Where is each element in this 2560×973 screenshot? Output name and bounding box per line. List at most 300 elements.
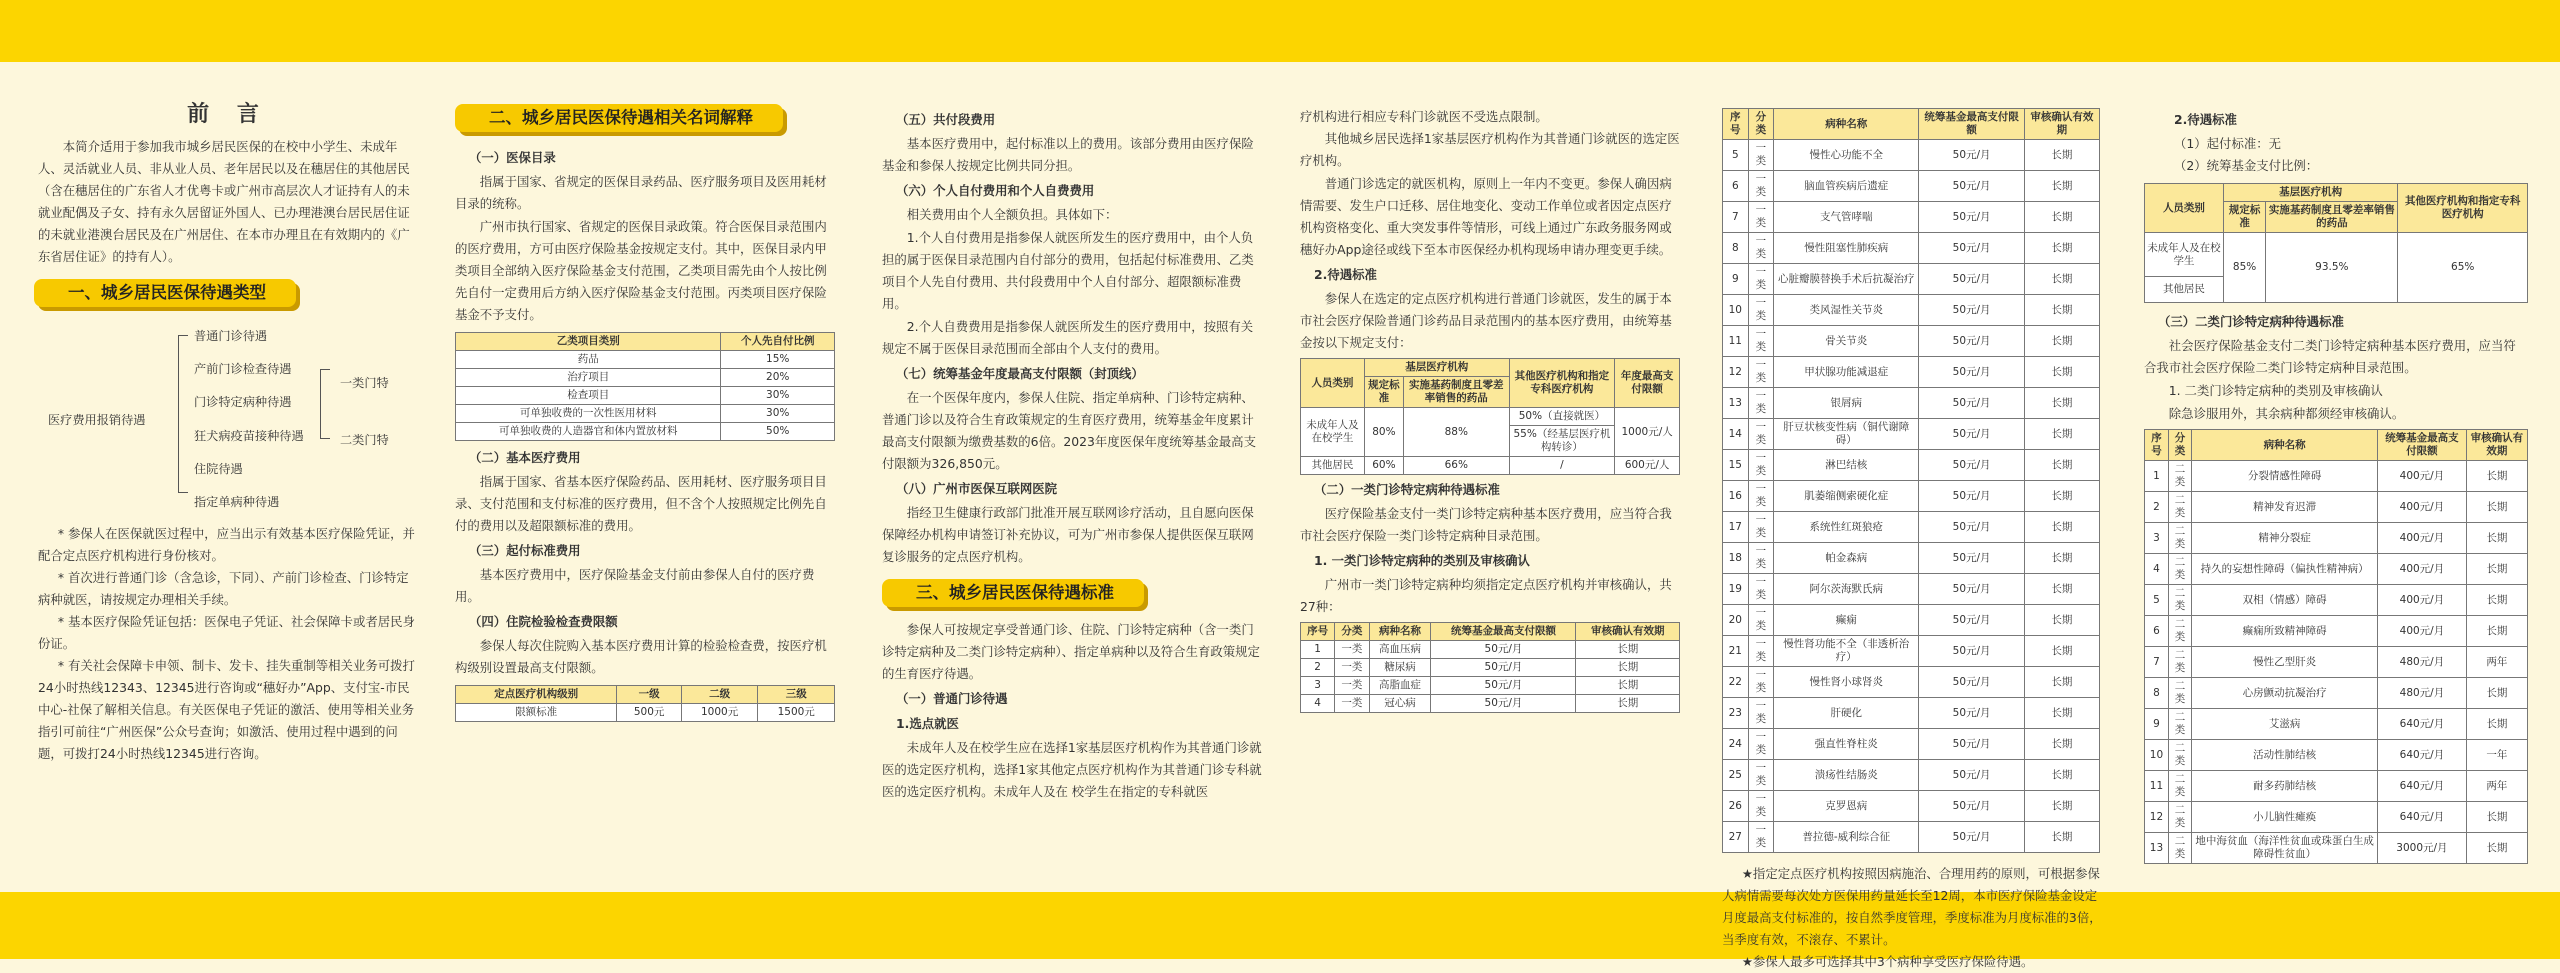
- td: 长期: [2024, 760, 2099, 791]
- td: 耐多药肺结核: [2192, 771, 2378, 802]
- td: 一类: [1748, 326, 1773, 357]
- th: 人员类别: [2145, 184, 2224, 233]
- td: 冠心病: [1369, 695, 1431, 713]
- td: 检查项目: [456, 387, 721, 405]
- td: 慢性乙型肝炎: [2192, 647, 2378, 678]
- td: 50元/月: [1919, 450, 2024, 481]
- th: 基层医疗机构: [2223, 184, 2397, 202]
- table-row: [1723, 636, 2100, 667]
- td: 精神分裂症: [2192, 523, 2378, 554]
- td: 50元/月: [1431, 695, 1576, 713]
- td: 50元/月: [1919, 233, 2024, 264]
- td: 1000元/人: [1615, 408, 1680, 457]
- td: 3000元/月: [2378, 833, 2467, 864]
- td: 一类: [1748, 357, 1773, 388]
- td: 一类: [1335, 695, 1369, 713]
- tree-group: 二类门特: [340, 433, 389, 447]
- paragraph: 社会医疗保险基金支付二类门诊特定病种基本医疗费用，应当符合我市社会医疗保险二类门诊特定病种目录范围。: [2144, 338, 2516, 375]
- td: 长期: [2024, 698, 2099, 729]
- td: 500元: [617, 704, 681, 722]
- paragraph: 相关费用由个人全额负担。具体如下：: [906, 207, 1118, 222]
- paragraph: 参保人在选定的定点医疗机构进行普通门诊就医，发生的属于本市社会医疗保险普通门诊药品目录范围内的基本医疗费用，由统筹基金按以下规定支付：: [1300, 291, 1672, 350]
- table-row: [1723, 326, 2100, 357]
- tree-root: 医疗费用报销待遇: [48, 413, 146, 427]
- td: 高脂血症: [1369, 677, 1431, 695]
- td: 一类: [1335, 641, 1369, 659]
- paragraph: 指属于国家、省基本医疗保险药品、医用耗材、医疗服务项目目录、支付范围和支付标准的医疗费用，但不含个人按照规定比例先自付的费用以及超限额标准的费用。: [455, 474, 827, 533]
- td: 50元/月: [1919, 419, 2024, 450]
- td: /: [1509, 457, 1615, 475]
- th: 其他医疗机构和指定专科医疗机构: [2398, 184, 2528, 233]
- td: 50元/月: [1919, 760, 2024, 791]
- th: 规定标准: [1364, 377, 1403, 408]
- table-row: [1723, 171, 2100, 202]
- outpatient-ratio-table: [1300, 358, 1680, 475]
- th: 个人先自付比例: [721, 333, 835, 351]
- td: 一类: [1748, 171, 1773, 202]
- td: 19: [1723, 574, 1749, 605]
- table-row: [1723, 357, 2100, 388]
- class1-disease-table-head: [1300, 622, 1680, 713]
- td: 长期: [2024, 636, 2099, 667]
- tree-group: 一类门特: [340, 376, 389, 390]
- table-row: [1723, 543, 2100, 574]
- table-row: [2145, 709, 2528, 740]
- td: 13: [1723, 388, 1749, 419]
- td: 长期: [2024, 667, 2099, 698]
- td: 2: [2145, 492, 2169, 523]
- td: 50元/月: [1919, 822, 2024, 853]
- td: 50元/月: [1919, 698, 2024, 729]
- td: 慢性肾功能不全（非透析治疗）: [1774, 636, 1919, 667]
- td: 克罗恩病: [1774, 791, 1919, 822]
- th: 序号: [1723, 109, 1749, 140]
- td: 13: [2145, 833, 2169, 864]
- column-1: [38, 98, 418, 765]
- th: 人员类别: [1301, 359, 1365, 408]
- td: 双相（情感）障碍: [2192, 585, 2378, 616]
- td: 15: [1723, 450, 1749, 481]
- preface-text: 本简介适用于参加我市城乡居民医保的在校中小学生、未成年人、灵活就业人员、非从业人员、老年居民以及在穗居住的其他居民（含在穗居住的广东省人才优粤卡或广州市高层次人才证持有人的未就业配偶及子女、持有永久居留证外国人、已办理港澳台居民居住证的未就业港澳台居民及在广州居住、在本市办理且在有效期内的《广东省居住证》的持有人）。: [38, 139, 410, 264]
- td: 长期: [2466, 802, 2527, 833]
- td: 640元/月: [2378, 709, 2467, 740]
- td: 12: [1723, 357, 1749, 388]
- td: 长期: [2024, 729, 2099, 760]
- td: 艾滋病: [2192, 709, 2378, 740]
- td: 二类: [2168, 616, 2191, 647]
- td: 23: [1723, 698, 1749, 729]
- td: 20: [1723, 605, 1749, 636]
- subheading: （五）共付段费用: [896, 112, 996, 127]
- subheading: （二）一类门诊特定病种待遇标准: [1314, 482, 1500, 497]
- td: 长期: [2024, 791, 2099, 822]
- td: 16: [1723, 481, 1749, 512]
- class-b-table: [455, 332, 835, 441]
- td: 长期: [2466, 554, 2527, 585]
- td: 26: [1723, 791, 1749, 822]
- class1-disease-tbody: [1723, 109, 2100, 853]
- td: 长期: [2024, 171, 2099, 202]
- td: 长期: [2466, 523, 2527, 554]
- td: 一类: [1748, 233, 1773, 264]
- paragraph: 指经卫生健康行政部门批准开展互联网诊疗活动，且自愿向医保保障经办机构申请签订补充协议，可为广州市参保人提供医保互联网复诊服务的定点医疗机构。: [882, 505, 1254, 564]
- td: 50元/月: [1919, 264, 2024, 295]
- class1-ratio-table: [2144, 183, 2528, 303]
- td: 二类: [2168, 523, 2191, 554]
- td: 高血压病: [1369, 641, 1431, 659]
- td: 二类: [2168, 709, 2191, 740]
- td: 50元/月: [1919, 326, 2024, 357]
- th: 序号: [2145, 430, 2169, 461]
- td: 慢性心功能不全: [1774, 140, 1919, 171]
- subheading: 2.待遇标准: [2174, 112, 2237, 127]
- table-row: [2145, 554, 2528, 585]
- td: 22: [1723, 667, 1749, 698]
- td: 25: [1723, 760, 1749, 791]
- td: 50元/月: [1919, 636, 2024, 667]
- table-row: [1723, 605, 2100, 636]
- note: ★指定定点医疗机构按照因病施治、合理用药的原则，可根据参保人病情需要每次处方医保用药量延长至12周，本市医疗保险基金设定月度最高支付标准的，按自然季度管理，季度标准为月度标准的3倍，当季度有效，不滚存、不累计。: [1722, 866, 2102, 947]
- td: 长期: [2024, 264, 2099, 295]
- section3-banner: 三、城乡居民医保待遇标准: [882, 579, 1144, 607]
- td: 限额标准: [456, 704, 617, 722]
- td: 93.5%: [2266, 233, 2398, 303]
- th: 审核确认有效期: [1576, 623, 1680, 641]
- td: 一类: [1748, 729, 1773, 760]
- paragraph: （2）统筹基金支付比例：: [2174, 158, 2319, 173]
- td: 60%: [1364, 457, 1403, 475]
- subheading: （七）统筹基金年度最高支付限额（封顶线）: [896, 366, 1144, 381]
- td: 一类: [1335, 659, 1369, 677]
- td: 一年: [2466, 740, 2527, 771]
- paragraph: 其他城乡居民选择1家基层医疗机构作为其普通门诊就医的选定医疗机构。: [1300, 131, 1680, 168]
- td: 65%: [2398, 233, 2528, 303]
- paragraph: 广州市执行国家、省规定的医保目录政策。符合医保目录范围内的医疗费用，方可由医疗保险基金按规定支付。其中，医保目录内甲类项目全部纳入医疗保险基金支付范围，乙类项目需先由个人按比例先自付一定费用后方纳入医疗保险基金支付范围。丙类项目医疗保险基金不予支付。: [455, 219, 827, 322]
- td: 一类: [1748, 450, 1773, 481]
- inspection-limit-table: [455, 685, 835, 722]
- td: 10: [2145, 740, 2169, 771]
- td: 6: [1723, 171, 1749, 202]
- table-row: [2145, 647, 2528, 678]
- td: 长期: [2466, 585, 2527, 616]
- tree-bracket: [178, 335, 188, 493]
- td: 1500元: [758, 704, 835, 722]
- td: 二类: [2168, 740, 2191, 771]
- th: 年度最高支付限额: [1615, 359, 1680, 408]
- td: 长期: [2024, 357, 2099, 388]
- td: 心房颤动抗凝治疗: [2192, 678, 2378, 709]
- td: 精神发育迟滞: [2192, 492, 2378, 523]
- td: 癫痫: [1774, 605, 1919, 636]
- td: 癫痫所致精神障碍: [2192, 616, 2378, 647]
- td: 其他居民: [1301, 457, 1365, 475]
- subheading: （六）个人自付费用和个人自费费用: [896, 183, 1095, 198]
- td: 50元/月: [1431, 659, 1576, 677]
- th: 分类: [2168, 430, 2191, 461]
- th: 统筹基金最高支付限额: [1919, 109, 2024, 140]
- subheading: 1. 二类门诊特定病种的类别及审核确认: [2168, 383, 2383, 398]
- td: 50元/月: [1919, 202, 2024, 233]
- td: 长期: [2466, 492, 2527, 523]
- td: 长期: [2466, 833, 2527, 864]
- td: 1000元: [681, 704, 758, 722]
- td: 淋巴结核: [1774, 450, 1919, 481]
- td: 阿尔茨海默氏病: [1774, 574, 1919, 605]
- td: 50元/月: [1919, 512, 2024, 543]
- td: 一类: [1748, 419, 1773, 450]
- td: 长期: [1576, 677, 1680, 695]
- section1-banner: 一、城乡居民医保待遇类型: [34, 279, 296, 307]
- td: 慢性肾小球肾炎: [1774, 667, 1919, 698]
- td: 一类: [1748, 822, 1773, 853]
- note: * 基本医疗保险凭证包括：医保电子凭证、社会保障卡或者居民身份证。: [38, 614, 415, 651]
- preface-title: 前 言: [187, 102, 269, 127]
- subheading: （三）二类门诊特定病种待遇标准: [2158, 314, 2344, 329]
- td: 可单独收费的人造器官和体内置放材料: [456, 423, 721, 441]
- td: 400元/月: [2378, 616, 2467, 647]
- td: 长期: [2466, 461, 2527, 492]
- tree-item: 指定单病种待遇: [194, 495, 280, 509]
- td: 一类: [1748, 202, 1773, 233]
- th: 三级: [758, 686, 835, 704]
- paragraph: 基本医疗费用中，起付标准以上的费用。该部分费用由医疗保险基金和参保人按规定比例共同分担。: [882, 136, 1254, 173]
- column-6: [2144, 106, 2528, 864]
- td: 55%（经基层医疗机构转诊）: [1509, 426, 1615, 457]
- td: 治疗项目: [456, 369, 721, 387]
- td: 长期: [2024, 388, 2099, 419]
- td: 480元/月: [2378, 647, 2467, 678]
- section2-banner: 二、城乡居民医保待遇相关名词解释: [455, 104, 783, 132]
- td: 11: [1723, 326, 1749, 357]
- subheading: （一）医保目录: [469, 150, 556, 165]
- td: 长期: [2024, 233, 2099, 264]
- td: 长期: [2466, 616, 2527, 647]
- table-row: [1723, 388, 2100, 419]
- td: 一类: [1748, 636, 1773, 667]
- bottom-band: [0, 892, 2560, 959]
- td: 3: [1301, 677, 1335, 695]
- note: ★参保人最多可选择其中3个病种享受医疗保险待遇。: [1741, 954, 2034, 969]
- td: 长期: [2024, 512, 2099, 543]
- td: 14: [1723, 419, 1749, 450]
- th: 规定标准: [2223, 202, 2265, 233]
- paragraph: 指属于国家、省规定的医保目录药品、医疗服务项目及医用耗材目录的统称。: [455, 174, 827, 211]
- th: 统筹基金最高支付限额: [1431, 623, 1576, 641]
- td: 400元/月: [2378, 492, 2467, 523]
- td: 一类: [1748, 667, 1773, 698]
- td: 9: [2145, 709, 2169, 740]
- table-row: [1723, 574, 2100, 605]
- column-3: [882, 106, 1262, 804]
- table-row: [2145, 616, 2528, 647]
- paragraph: 在一个医保年度内，参保人住院、指定单病种、门诊特定病种、普通门诊以及符合生育政策规定的生育医疗费用，统筹基金年度累计最高支付限额为缴费基数的6倍。2023年度医保年度统筹基金最高支付限额为326,850元。: [882, 390, 1256, 471]
- td: 600元/人: [1615, 457, 1680, 475]
- column-2: [455, 98, 835, 722]
- top-band: [0, 0, 2560, 62]
- td: 长期: [2024, 450, 2099, 481]
- td: 一类: [1748, 481, 1773, 512]
- paragraph: 普通门诊选定的就医机构，原则上一年内不变更。参保人确因病情需要、发生户口迁移、居住地变化、变动工作单位或者因定点医疗机构资格变化、重大突发事件等情形，可线上通过广东政务服务网或穗好办App途径或线下至本市医保经办机构现场申请办理变更手续。: [1300, 176, 1672, 257]
- td: 二类: [2168, 585, 2191, 616]
- td: 其他居民: [2145, 277, 2224, 303]
- td: 二类: [2168, 647, 2191, 678]
- td: 50元/月: [1919, 388, 2024, 419]
- th: 病种名称: [1369, 623, 1431, 641]
- td: 640元/月: [2378, 771, 2467, 802]
- td: 二类: [2168, 771, 2191, 802]
- td: 50元/月: [1431, 677, 1576, 695]
- td: 一类: [1748, 574, 1773, 605]
- paragraph: 参保人可按规定享受普通门诊、住院、门诊特定病种（含一类门诊特定病种及二类门诊特定病种）、指定单病种以及符合生育政策规定的生育医疗待遇。: [882, 622, 1260, 681]
- subheading: 1. 一类门诊特定病种的类别及审核确认: [1314, 553, 1530, 568]
- td: 小儿脑性瘫痪: [2192, 802, 2378, 833]
- td: 400元/月: [2378, 585, 2467, 616]
- th: 统筹基金最高支付限额: [2378, 430, 2467, 461]
- td: 8: [2145, 678, 2169, 709]
- td: 50元/月: [1919, 667, 2024, 698]
- td: 一类: [1748, 698, 1773, 729]
- table-row: [1723, 760, 2100, 791]
- th: 二级: [681, 686, 758, 704]
- td: 银屑病: [1774, 388, 1919, 419]
- td: 长期: [1576, 641, 1680, 659]
- td: 长期: [2466, 709, 2527, 740]
- subheading: （二）基本医疗费用: [469, 450, 581, 465]
- table-row: [1723, 729, 2100, 760]
- note: * 首次进行普通门诊（含急诊，下同）、产前门诊检查、门诊特定病种就医，请按规定办理相关手续。: [38, 570, 409, 607]
- td: 长期: [2024, 481, 2099, 512]
- td: 溃疡性结肠炎: [1774, 760, 1919, 791]
- tree-item: 门诊特定病种待遇: [194, 395, 292, 409]
- td: 药品: [456, 351, 721, 369]
- td: 50元/月: [1919, 543, 2024, 574]
- table-row: [2145, 461, 2528, 492]
- tree-item: 住院待遇: [194, 462, 243, 476]
- td: 系统性红斑狼疮: [1774, 512, 1919, 543]
- td: 12: [2145, 802, 2169, 833]
- th: 定点医疗机构级别: [456, 686, 617, 704]
- th: 基层医疗机构: [1364, 359, 1509, 377]
- td: 1: [1301, 641, 1335, 659]
- td: 2: [1301, 659, 1335, 677]
- table-row: [1723, 481, 2100, 512]
- td: 50%（直接就医）: [1509, 408, 1615, 426]
- td: 帕金森病: [1774, 543, 1919, 574]
- td: 一类: [1748, 140, 1773, 171]
- paragraph: 1.个人自付费用是指参保人就医所发生的医疗费用中，由个人负担的属于医保目录范围内自付部分的费用，包括起付标准费用、乙类项目个人先自付费用、共付段费用中个人自付部分、超限额标准费用。: [882, 230, 1254, 311]
- td: 二类: [2168, 802, 2191, 833]
- table-row: [1723, 791, 2100, 822]
- td: 类风湿性关节炎: [1774, 295, 1919, 326]
- class1-disease-table: [1722, 108, 2100, 853]
- td: 4: [1301, 695, 1335, 713]
- td: 400元/月: [2378, 523, 2467, 554]
- td: 未成年人及在校学生: [1301, 408, 1365, 457]
- subheading: （四）住院检验检查费限额: [469, 614, 618, 629]
- td: 长期: [2466, 678, 2527, 709]
- paragraph: 医疗保险基金支付一类门诊特定病种基本医疗费用，应当符合我市社会医疗保险一类门诊特定病种目录范围。: [1300, 506, 1672, 543]
- table-row: [1723, 667, 2100, 698]
- subheading: 2.待遇标准: [1314, 267, 1377, 282]
- td: 长期: [2024, 822, 2099, 853]
- td: 肝硬化: [1774, 698, 1919, 729]
- td: 一类: [1748, 791, 1773, 822]
- td: 7: [1723, 202, 1749, 233]
- th: 实施基药制度且零差率销售的药品: [2266, 202, 2398, 233]
- table-row: [2145, 585, 2528, 616]
- td: 400元/月: [2378, 461, 2467, 492]
- class2-disease-table: [2144, 429, 2528, 864]
- td: 可单独收费的一次性医用材料: [456, 405, 721, 423]
- td: 30%: [721, 405, 835, 423]
- td: 分裂情感性障碍: [2192, 461, 2378, 492]
- td: 21: [1723, 636, 1749, 667]
- table-row: [2145, 523, 2528, 554]
- subheading: 1.选点就医: [896, 716, 959, 731]
- td: 640元/月: [2378, 802, 2467, 833]
- column-4: [1300, 106, 1680, 713]
- td: 长期: [2024, 574, 2099, 605]
- td: 6: [2145, 616, 2169, 647]
- table-row: [1723, 822, 2100, 853]
- td: 30%: [721, 387, 835, 405]
- table-row: [2145, 492, 2528, 523]
- th: 病种名称: [1774, 109, 1919, 140]
- td: 50元/月: [1919, 791, 2024, 822]
- th: 分类: [1748, 109, 1773, 140]
- td: 二类: [2168, 833, 2191, 864]
- td: 长期: [1576, 695, 1680, 713]
- tree-sub-bracket: [320, 369, 330, 439]
- paragraph: 2.个人自费费用是指参保人就医所发生的医疗费用中，按照有关规定不属于医保目录范围而全部由个人支付的费用。: [882, 319, 1254, 356]
- table-row: [2145, 771, 2528, 802]
- td: 一类: [1748, 512, 1773, 543]
- td: 未成年人及在校学生: [2145, 233, 2224, 277]
- td: 50元/月: [1919, 295, 2024, 326]
- td: 400元/月: [2378, 554, 2467, 585]
- th: 其他医疗机构和指定专科医疗机构: [1509, 359, 1615, 408]
- td: 肌萎缩侧索硬化症: [1774, 481, 1919, 512]
- td: 50元/月: [1431, 641, 1576, 659]
- td: 支气管哮喘: [1774, 202, 1919, 233]
- tree-item: 狂犬病疫苗接种待遇: [194, 429, 304, 443]
- subheading: （三）起付标准费用: [469, 543, 581, 558]
- td: 长期: [2024, 543, 2099, 574]
- td: 480元/月: [2378, 678, 2467, 709]
- table-row: [2145, 740, 2528, 771]
- td: 长期: [2024, 140, 2099, 171]
- table-row: [1723, 140, 2100, 171]
- tree-item: 普通门诊待遇: [194, 329, 268, 343]
- paragraph: 参保人每次住院购入基本医疗费用计算的检验检查费，按医疗机构级别设置最高支付限额。: [455, 638, 827, 675]
- table-row: [1723, 295, 2100, 326]
- tree-item: 产前门诊检查待遇: [194, 362, 292, 376]
- th: 病种名称: [2192, 430, 2378, 461]
- td: 二类: [2168, 461, 2191, 492]
- td: 一类: [1748, 543, 1773, 574]
- td: 心脏瓣膜替换手术后抗凝治疗: [1774, 264, 1919, 295]
- paragraph: 未成年人及在校学生应在选择1家基层医疗机构作为其普通门诊就医的选定医疗机构，选择1家其他定点医疗机构作为其普通门诊专科就医的选定医疗机构。未成年人及在 校学生在指定的专科就医: [882, 740, 1262, 799]
- td: 长期: [2024, 295, 2099, 326]
- td: 15%: [721, 351, 835, 369]
- td: 活动性肺结核: [2192, 740, 2378, 771]
- td: 两年: [2466, 647, 2527, 678]
- th: 审核确认有效期: [2024, 109, 2099, 140]
- td: 两年: [2466, 771, 2527, 802]
- td: 11: [2145, 771, 2169, 802]
- table-row: [1723, 419, 2100, 450]
- td: 7: [2145, 647, 2169, 678]
